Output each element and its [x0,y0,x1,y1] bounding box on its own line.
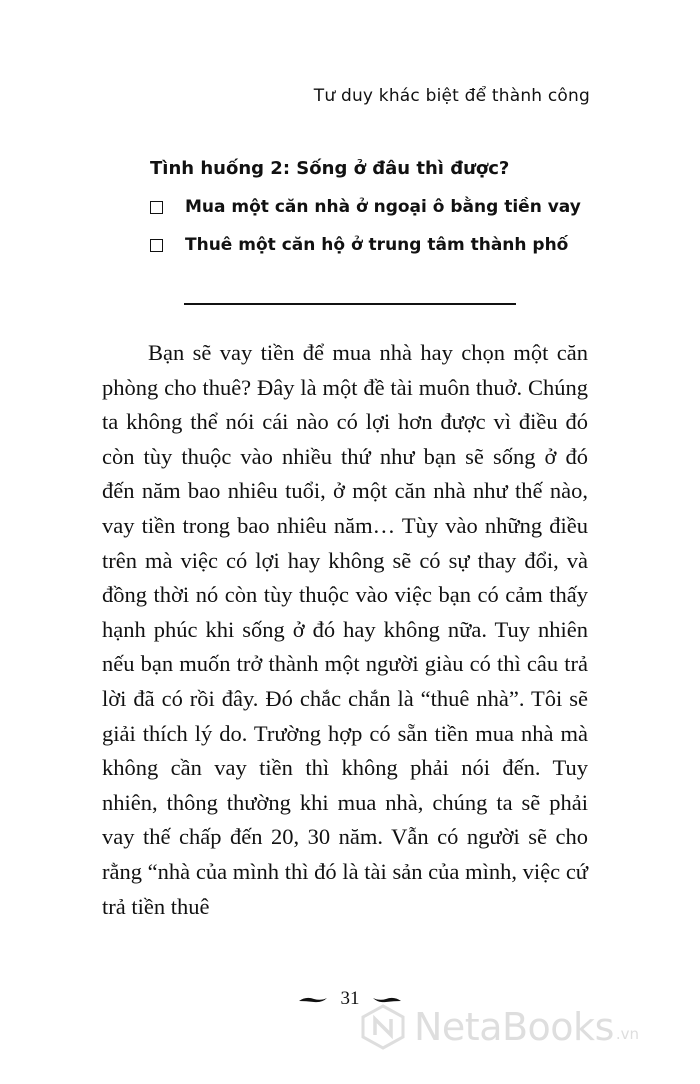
checkbox-icon [150,239,163,252]
option-item [150,195,581,219]
page-number: 31 [340,988,360,1009]
body-paragraph: Bạn sẽ vay tiền để mua nhà hay chọn một căn phòng cho thuê? Đây là một đề tài muôn thuở. Chúng ta không thể nói cái nào có lợi hơn được vì điều đó còn tùy thuộc vào nhiều thứ như bạn sẽ sống ở đó đến năm bao nhiêu tuổi, ở một căn nhà như thế nào, vay tiền trong bao nhiêu năm… Tùy vào những điều trên mà việc có lợi hay không sẽ có sự thay đổi, và đồng thời nó còn tùy thuộc vào việc bạn có cảm thấy hạnh phúc khi sống ở đó hay không nữa. Tuy nhiên nếu bạn muốn trở thành một người giàu có thì câu trả lời đã có rồi đây. Đó chắc chắn là “thuê nhà”. Tôi sẽ giải thích lý do. Trường hợp có sẵn tiền mua nhà mà không cần vay tiền thì không phải nói đến. Tuy nhiên, thông thường khi mua nhà, chúng ta sẽ phải vay thế chấp đến 20, 30 năm. Vẫn có người sẽ cho rằng “nhà của mình thì đó là tài sản của mình, việc cứ trả tiền thuê [102,340,588,919]
option-label: Thuê một căn hộ ở trung tâm thành phố [185,235,569,255]
checkbox-icon [150,201,163,214]
situation-box [150,158,581,271]
option-item [150,233,581,257]
watermark [360,1004,639,1050]
watermark-suffix: .vn [615,1025,640,1043]
netabooks-logo-icon [360,1004,406,1050]
option-label: Mua một căn nhà ở ngoại ô bằng tiền vay [185,197,581,217]
watermark-brand: NetaBooks [414,1005,614,1049]
situation-title: Tình huống 2: Sống ở đâu thì được? [150,158,510,179]
running-header: Tư duy khác biệt để thành công [313,86,590,106]
body-text [102,336,588,924]
left-ornament-icon [298,995,328,1005]
section-divider [184,303,516,305]
